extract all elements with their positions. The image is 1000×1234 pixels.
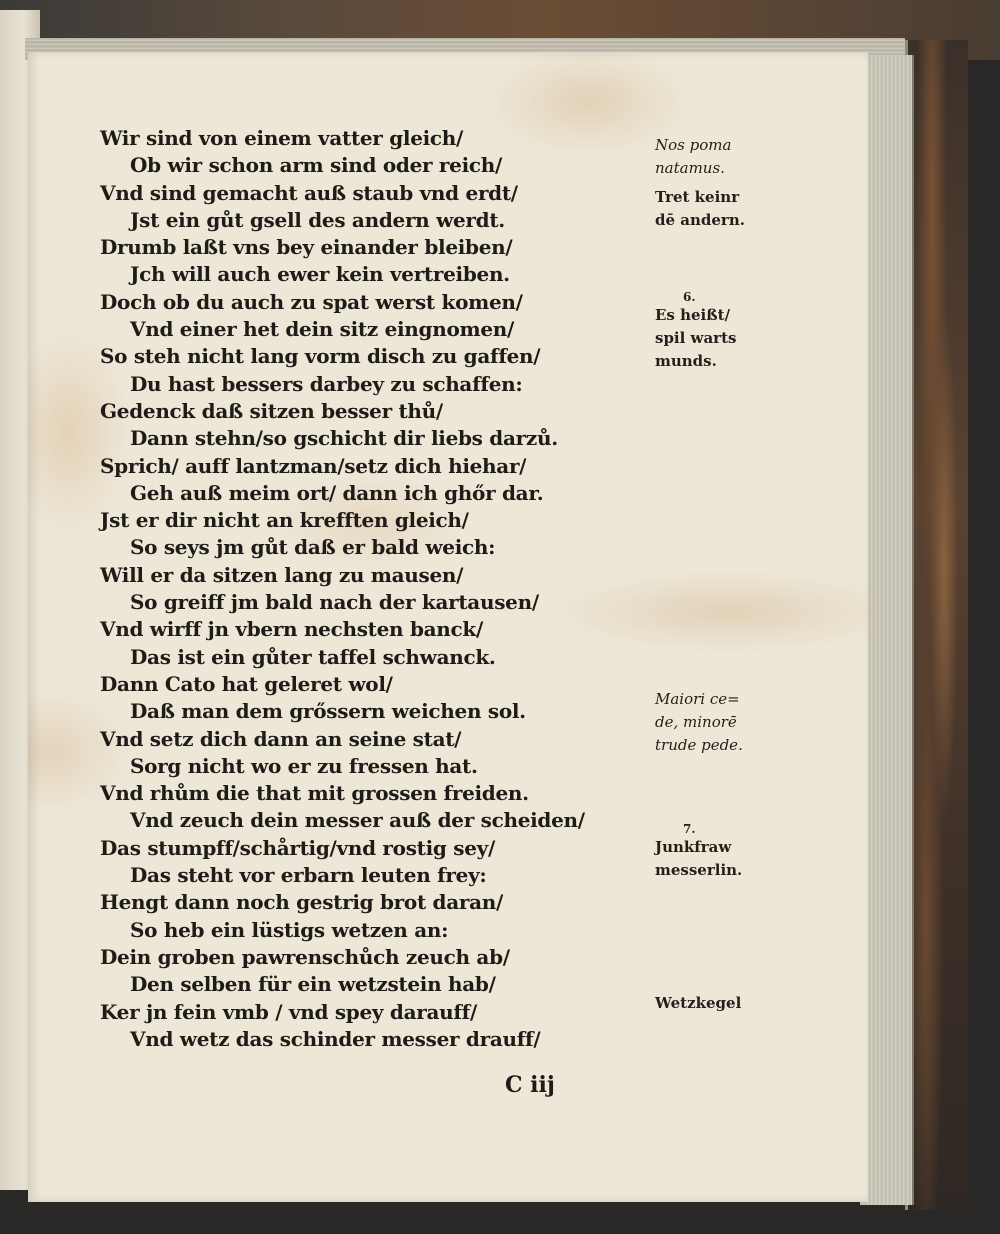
poem-line: Vnd einer het dein sitz eingnomen/ — [130, 317, 515, 342]
poem-line: Vnd rhům die that mit grossen freiden. — [100, 781, 529, 806]
poem-line: Sorg nicht wo er zu fressen hat. — [130, 753, 478, 778]
poem-line: So steh nicht lang vorm disch zu gaffen/ — [100, 344, 541, 369]
margin-note-latin-2 — [655, 688, 743, 757]
margin-note-german-3 — [655, 822, 742, 882]
page-signature: C iij — [505, 1072, 555, 1098]
margin-note-line: messerlin. — [655, 861, 743, 879]
poem-line: Dein groben pawrenschůch zeuch ab/ — [100, 944, 510, 969]
poem-line: Hengt dann noch gestrig brot daran/ — [100, 890, 504, 915]
margin-note-line: munds. — [655, 352, 717, 370]
margin-note-line: dē andern. — [655, 211, 745, 229]
margin-note-line: Nos poma — [655, 136, 732, 154]
poem-line: Dann Cato hat geleret wol/ — [100, 671, 393, 696]
margin-note-german-2 — [655, 290, 736, 373]
poem-line: So greiff jm bald nach der kartausen/ — [130, 590, 539, 615]
poem-line: So heb ein lüstigs wetzen an: — [130, 917, 449, 942]
margin-note-line: trude pede. — [655, 736, 743, 754]
margin-note-line: Maiori ce= — [655, 690, 740, 708]
poem-line: Vnd wetz das schinder messer drauff/ — [130, 1026, 541, 1051]
poem-line: Jch will auch ewer kein vertreiben. — [130, 262, 510, 287]
margin-note-number: 7. — [683, 822, 696, 836]
marbled-cover-edge — [905, 40, 968, 1210]
margin-note-line: Es heißt/ — [655, 306, 731, 324]
margin-note-line: Junkfraw — [655, 838, 732, 856]
poem-line: Ob wir schon arm sind oder reich/ — [130, 153, 503, 178]
poem-line: Dann stehn/so gschicht dir liebs darzů. — [130, 426, 558, 451]
poem-line: Du hast bessers darbey zu schaffen: — [130, 371, 523, 396]
poem-line: Jst er dir nicht an krefften gleich/ — [100, 508, 469, 533]
poem-line: Will er da sitzen lang zu mausen/ — [100, 562, 464, 587]
poem-line: Vnd zeuch dein messer auß der scheiden/ — [130, 808, 585, 833]
poem-line: So seys jm gůt daß er bald weich: — [130, 535, 496, 560]
poem-line: Ker jn fein vmb / vnd spey darauff/ — [100, 999, 477, 1024]
poem-line: Gedenck daß sitzen besser thů/ — [100, 398, 443, 423]
poem-line: Doch ob du auch zu spat werst komen/ — [100, 289, 523, 314]
poem-text-block — [100, 125, 620, 1053]
margin-note-number: 6. — [683, 290, 696, 304]
poem-line: Das ist ein gůter taffel schwanck. — [130, 644, 496, 669]
margin-note-line: spil warts — [655, 329, 737, 347]
poem-line: Vnd wirff jn vbern nechsten banck/ — [100, 617, 483, 642]
page-stack-fore-edge — [860, 55, 914, 1205]
margin-note-german-1 — [655, 186, 745, 232]
poem-line: Vnd sind gemacht auß staub vnd erdt/ — [100, 180, 518, 205]
poem-line: Sprich/ auff lantzman/setz dich hiehar/ — [100, 453, 527, 478]
margin-note-german-4 — [655, 992, 741, 1015]
margin-note-latin-1 — [655, 134, 731, 180]
poem-line: Vnd setz dich dann an seine stat/ — [100, 726, 462, 751]
margin-note-line: de, minorē — [655, 713, 737, 731]
poem-line: Den selben für ein wetzstein hab/ — [130, 972, 496, 997]
poem-line: Daß man dem grőssern weichen sol. — [130, 699, 526, 724]
poem-line: Jst ein gůt gsell des andern werdt. — [130, 207, 505, 232]
poem-line: Geh auß meim ort/ dann ich ghőr dar. — [130, 480, 544, 505]
poem-line: Das steht vor erbarn leuten frey: — [130, 863, 487, 888]
poem-line: Wir sind von einem vatter gleich/ — [100, 126, 464, 150]
margin-note-line: Wetzkegel — [655, 994, 742, 1012]
margin-note-line: natamus. — [655, 159, 725, 177]
margin-note-line: Tret keinr — [655, 188, 740, 206]
poem-line: Das stumpff/schårtig/vnd rostig sey/ — [100, 835, 495, 860]
poem-line: Drumb laßt vns bey einander bleiben/ — [100, 235, 513, 260]
